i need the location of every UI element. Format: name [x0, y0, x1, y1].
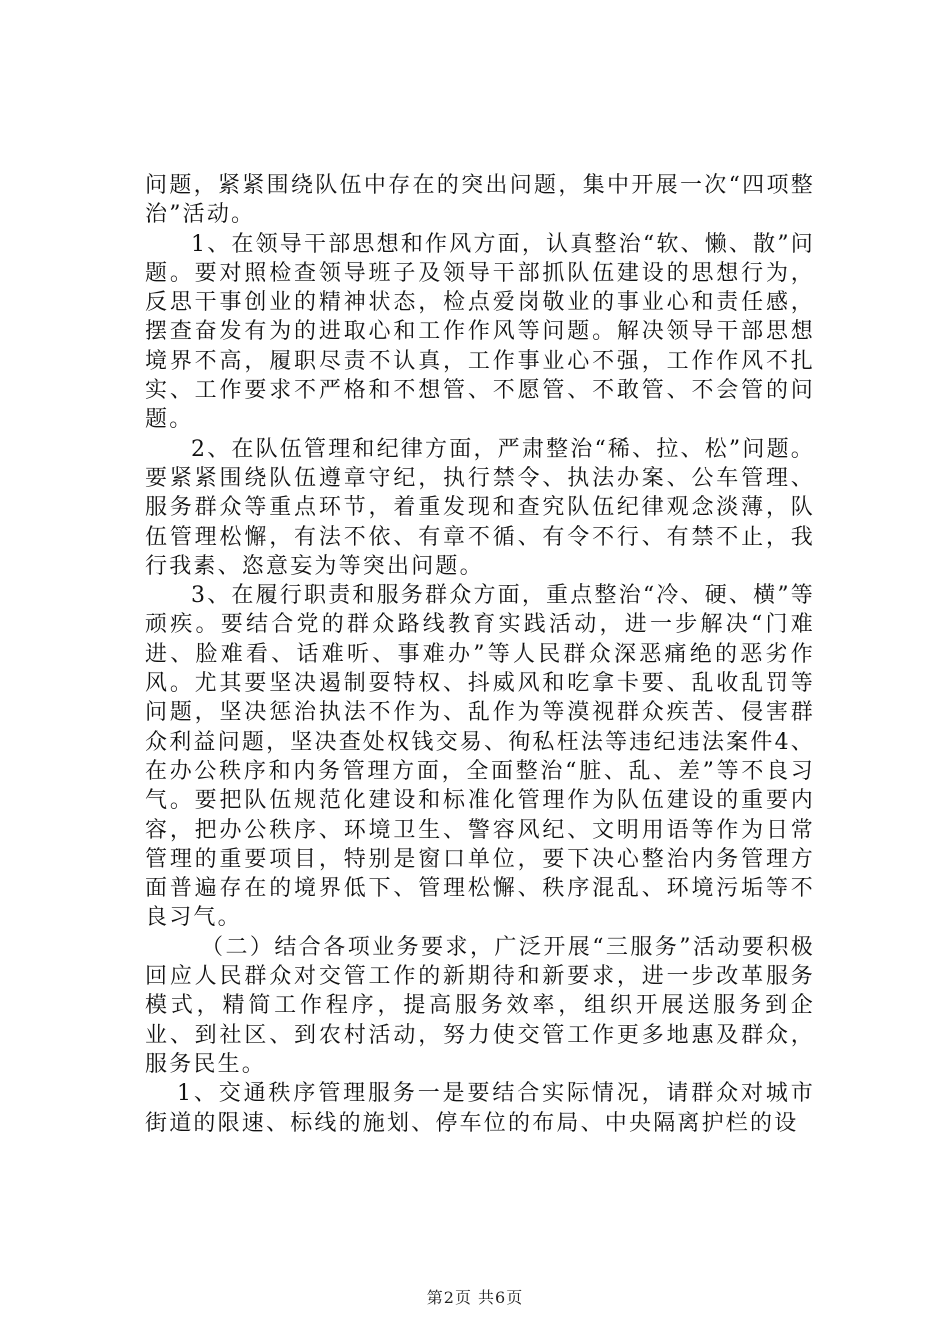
- paragraph-item-1: 1、在领导干部思想和作风方面，认真整治“软、懒、散”问题。要对照检查领导班子及领导干部抓队伍建设的思想行为，反思干事创业的精神状态，检点爱岗敬业的事业心和责任感，摆查奋发有为的进取心和工作作风等问题。解决领导干部思想境界不高，履职尽责不认真，工作事业心不强，工作作风不扎实、工作要求不严格和不想管、不愿管、不敢管、不会管的问题。: [145, 231, 815, 433]
- document-body: [145, 171, 815, 1138]
- paragraph-item-3-4: 3、在履行职责和服务群众方面，重点整治“冷、硬、横”等顽疾。要结合党的群众路线教育实践活动，进一步解决“门难进、脸难看、话难听、事难办”等人民群众深恶痛绝的恶劣作风。尤其要坚决遏制耍特权、抖威风和吃拿卡要、乱收乱罚等问题，坚决惩治执法不作为、乱作为等漠视群众疾苦、侵害群众利益问题，坚决查处权钱交易、徇私枉法等违纪违法案件4、在办公秩序和内务管理方面，全面整治“脏、乱、差”等不良习气。要把队伍规范化建设和标准化管理作为队伍建设的重要内容，把办公秩序、环境卫生、警容风纪、文明用语等作为日常管理的重要项目，特别是窗口单位，要下决心整治内务管理方面普遍存在的境界低下、管理松懈、秩序混乱、环境污垢等不良习气。: [145, 583, 815, 931]
- paragraph-traffic-service: 1、交通秩序管理服务一是要结合实际情况，请群众对城市街道的限速、标线的施划、停车位的布局、中央隔离护栏的设: [145, 1081, 815, 1136]
- paragraph-section-2: （二）结合各项业务要求，广泛开展“三服务”活动要积极回应人民群众对交管工作的新期待和新要求，进一步改革服务模式，精简工作程序，提高服务效率，组织开展送服务到企业、到社区、到农村活动，努力使交管工作更多地惠及群众，服务民生。: [145, 934, 815, 1077]
- paragraph-item-2: 2、在队伍管理和纪律方面，严肃整治“稀、拉、松”问题。要紧紧围绕队伍遵章守纪，执行禁令、执法办案、公车管理、服务群众等重点环节，着重发现和查究队伍纪律观念淡薄，队伍管理松懈，有法不依、有章不循、有令不行、有禁不止，我行我素、恣意妄为等突出问题。: [145, 436, 815, 579]
- page-footer: 第2页 共6页: [426, 1288, 524, 1307]
- paragraph-continuation: 问题，紧紧围绕队伍中存在的突出问题，集中开展一次“四项整治”活动。: [145, 173, 815, 228]
